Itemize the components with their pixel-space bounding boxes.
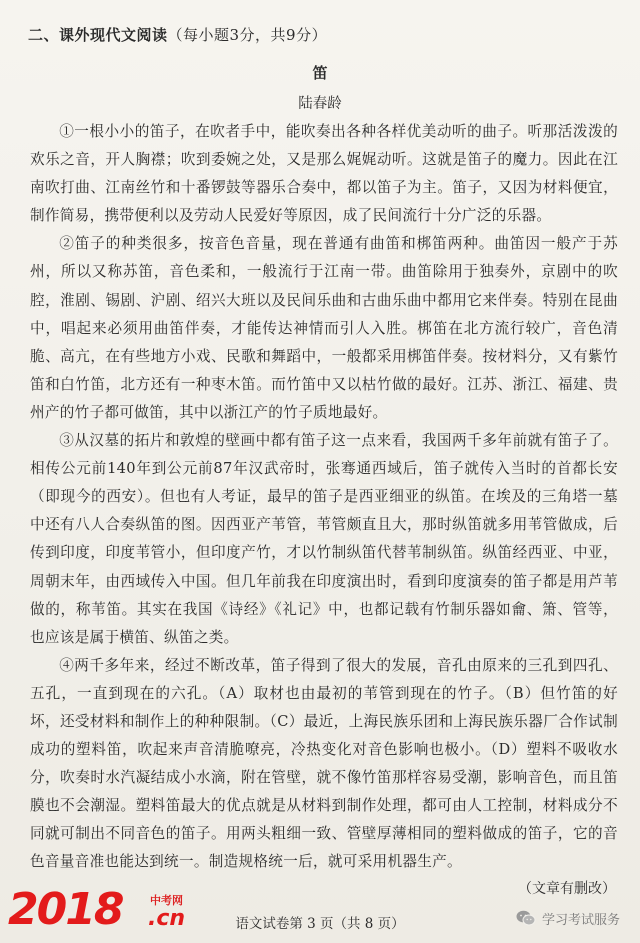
page-footer: 语文试卷第 3 页（共 8 页） — [235, 916, 405, 932]
logo-tag: 中考网 — [150, 894, 183, 907]
article-author: 陆春龄 — [298, 96, 342, 112]
section-score-note: （每小题3分，共9分） — [167, 26, 328, 44]
paragraph-1: ①一根小小的笛子，在吹者手中，能吹奏出各种各样优美动听的曲子。听那活泼泼的欢乐之音，开人胸襟；吹到委婉之处，又是那么娓娓动听。这就是笛子的魔力。因此在江南吹打曲、江南丝竹和十番锣鼓等器乐合奏中，都以笛子为主。笛子，又因为材料便宜，制作简易，携带便利以及劳动人民爱好等原因，成了民间流行十分广泛的乐器。 — [30, 123, 618, 225]
logo-year: 2018 — [8, 884, 123, 935]
logo-domain: .cn — [148, 906, 186, 931]
section-title-text: 二、课外现代文阅读 — [28, 26, 168, 44]
paragraph-4: ④两千多年来，经过不断改革，笛子得到了很大的发展，音孔由原来的三孔到四孔、五孔，一直到现在的六孔。（A）取材也由最初的苇管到现在的竹子。（B）但竹笛的好坏，还受材料和制作上的种种限制。（C）最近，上海民族乐团和上海民族乐器厂合作试制成功的塑料笛，吹起来声音清脆嘹亮，冷热变化对音色影响也极小。（D）塑料不吸收水分，吹奏时水汽凝结成小水滴，附在管壁，就不像竹笛那样容易受潮，影响音色，而且笛膜也不会潮湿。塑料笛最大的优点就是从材料到制作处理，都可由人工控制，材料成分不同就可制出不同音色的笛子。用两头粗细一致、管壁厚薄相同的塑料做成的笛子，它的音色音量音准也能达到统一。制造规格统一后，就可采用机器生产。 — [30, 656, 618, 871]
article-body — [30, 118, 618, 877]
watermark-text: 学习考试服务 — [541, 912, 620, 928]
paragraph-3: ③从汉墓的拓片和敦煌的壁画中都有笛子这一点来看，我国两千多年前就有笛子了。相传公元前140年到公元前87年汉武帝时，张骞通西域后，笛子就传入当时的首都长安（即现今的西安）。但也有人考证，最早的笛子是西亚细亚的纵笛。在埃及的三角塔一墓中还有八人合奏纵笛的图。因西亚产苇管，苇管颇直且大，那时纵笛就多用苇管做成，后传到印度，印度苇管小，但印度产竹，才以竹制纵笛代替苇制纵笛。纵笛经西亚、中亚，周朝末年，由西域传入中国。但几年前我在印度演出时，看到印度演奏的笛子都是用芦苇做的，称苇笛。其实在我国《诗经》《礼记》中，也都记载有竹制乐器如龠、箫、管等，也应该是属于横笛、纵笛之类。 — [30, 432, 618, 646]
wechat-watermark — [516, 906, 620, 930]
article-title: 笛 — [312, 64, 328, 82]
edit-note: （文章有删改） — [518, 881, 616, 897]
section-heading — [28, 24, 327, 45]
site-logo — [8, 884, 208, 936]
paragraph-2: ②笛子的种类很多，按音色音量，现在普通有曲笛和梆笛两种。曲笛因一般产于苏州，所以又称苏笛，音色柔和，一般流行于江南一带。曲笛除用于独奏外，京剧中的吹腔，淮剧、锡剧、沪剧、绍兴大班以及民间乐曲和古曲乐曲中都用它来伴奏。特别在昆曲中，唱起来必须用曲笛伴奏，才能传达神情而引人入胜。梆笛在北方流行较广，音色清脆、高亢，在有些地方小戏、民歌和舞蹈中，一般都采用梆笛伴奏。按材料分，又有紫竹笛和白竹笛，北方还有一种枣木笛。而竹笛中又以枯竹做的最好。江苏、浙江、福建、贵州产的竹子都可做笛，其中以浙江产的竹子质地最好。 — [30, 235, 618, 421]
wechat-icon — [516, 910, 536, 926]
